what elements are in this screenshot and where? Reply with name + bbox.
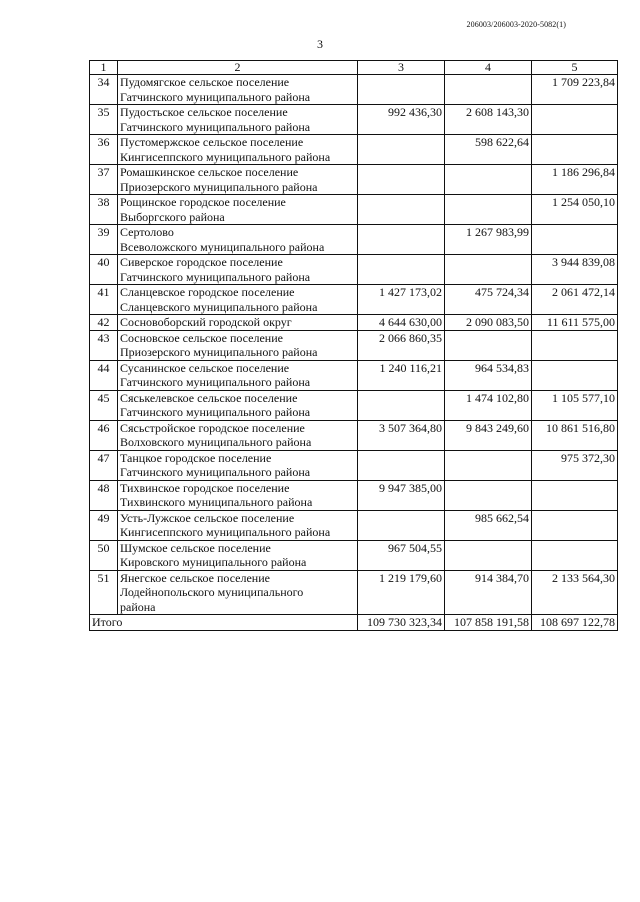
municipality-name-line: Сяськелевское сельское поселение [120,390,298,405]
table-row [90,360,618,390]
municipality-name-line: Гатчинского муниципального района [120,375,311,389]
municipality-name-line: Сясьстройское городское поселение [120,420,305,435]
amount-c3: 992 436,30 [358,105,445,135]
municipality-name-line: Выборгского района [120,209,225,224]
municipality-name-line: Пудомягское сельское поселение [120,75,290,89]
municipality-name-line: Приозерского муниципального района [120,179,318,194]
amount-c3 [358,255,445,285]
amount-c4: 2 608 143,30 [445,105,532,135]
total-c4: 107 858 191,58 [445,615,532,631]
amount-c5: 975 372,30 [532,450,618,480]
table-row [90,255,618,285]
municipality-name [118,420,358,450]
amount-c3 [358,195,445,225]
municipality-name-line: Приозерского муниципального района [120,345,318,359]
amount-c5: 2 061 472,14 [532,285,618,315]
amount-c5: 1 709 223,84 [532,75,618,105]
amount-c3 [358,135,445,165]
municipality-name [118,540,358,570]
municipality-name-line: Гатчинского муниципального района [120,269,311,284]
total-row [90,615,618,631]
document-id: 206003/206003-2020-5082(1) [466,20,566,29]
row-number: 39 [90,225,118,255]
municipality-name-line: Сланцевское городское поселение [120,285,295,299]
row-number: 45 [90,390,118,420]
amount-c4 [445,480,532,510]
amount-c3 [358,225,445,255]
municipality-name [118,105,358,135]
amount-c5: 2 133 564,30 [532,570,618,615]
amount-c3: 1 240 116,21 [358,360,445,390]
municipality-name-line: Сланцевского муниципального района [120,299,318,314]
amount-c3: 9 947 385,00 [358,480,445,510]
header-cell: 2 [118,61,358,75]
amount-c4 [445,330,532,360]
total-c3: 109 730 323,34 [358,615,445,631]
municipality-name-line: района [120,599,156,614]
municipality-name [118,285,358,315]
municipality-name [118,195,358,225]
amount-c5: 1 186 296,84 [532,165,618,195]
municipality-name-line: Пудостьское сельское поселение [120,105,288,119]
table-row [90,165,618,195]
municipality-name-line: Кингисеппского муниципального района [120,525,331,539]
amount-c4: 9 843 249,60 [445,420,532,450]
municipality-name-line: Тихвинское городское поселение [120,480,290,495]
table-row [90,390,618,420]
header-row [90,61,618,75]
table-row [90,480,618,510]
table-row [90,450,618,480]
row-number: 34 [90,75,118,105]
row-number: 35 [90,105,118,135]
table-row [90,135,618,165]
page-number: 3 [317,37,323,51]
municipality-name-line: Гатчинского муниципального района [120,405,311,419]
row-number: 46 [90,420,118,450]
municipality-name-line: Сусанинское сельское поселение [120,360,290,375]
row-number: 40 [90,255,118,285]
municipality-name [118,135,358,165]
amount-c4 [445,165,532,195]
amount-c3 [358,165,445,195]
municipality-name-line: Сосновоборский городской округ [120,315,292,329]
municipality-name-line: Сертолово [120,225,174,239]
amount-c3 [358,75,445,105]
municipality-name [118,225,358,255]
municipality-name-line: Сиверское городское поселение [120,255,283,269]
municipality-name-line: Усть-Лужское сельское поселение [120,510,295,525]
amount-c4: 985 662,54 [445,510,532,540]
table-row [90,315,618,331]
municipality-name [118,165,358,195]
amount-c3: 2 066 860,35 [358,330,445,360]
municipality-name [118,450,358,480]
amount-c4: 1 474 102,80 [445,390,532,420]
table-row [90,195,618,225]
amount-c5 [532,105,618,135]
amount-c5 [532,330,618,360]
municipality-name-line: Шумское сельское поселение [120,540,271,555]
amount-c3 [358,390,445,420]
amount-c5: 1 105 577,10 [532,390,618,420]
amount-c4: 1 267 983,99 [445,225,532,255]
header-cell: 3 [358,61,445,75]
table-row [90,330,618,360]
municipality-name-line: Всеволожского муниципального района [120,239,325,254]
amount-c5 [532,225,618,255]
amount-c4: 914 384,70 [445,570,532,615]
municipality-name [118,255,358,285]
header-cell: 4 [445,61,532,75]
amount-c4: 2 090 083,50 [445,315,532,331]
municipality-name [118,315,358,331]
row-number: 43 [90,330,118,360]
amount-c4 [445,450,532,480]
municipality-name [118,570,358,615]
amount-c5 [532,360,618,390]
municipality-name [118,75,358,105]
row-number: 37 [90,165,118,195]
amount-c4 [445,75,532,105]
row-number: 42 [90,315,118,331]
municipality-name-line: Рощинское городское поселение [120,195,286,209]
header-cell: 5 [532,61,618,75]
municipality-name-line: Янегское сельское поселение [120,570,270,585]
municipality-name-line: Гатчинского муниципального района [120,465,311,479]
row-number: 44 [90,360,118,390]
amount-c3 [358,450,445,480]
table-row [90,420,618,450]
municipality-name [118,510,358,540]
amount-c4: 475 724,34 [445,285,532,315]
amount-c5 [532,540,618,570]
municipality-name-line: Лодейнопольского муниципального [120,585,304,599]
municipality-name-line: Волховского муниципального района [120,435,312,449]
municipality-name-line: Ромашкинское сельское поселение [120,165,299,179]
row-number: 50 [90,540,118,570]
amount-c4: 964 534,83 [445,360,532,390]
municipality-name [118,330,358,360]
table-row [90,75,618,105]
municipality-name [118,480,358,510]
table-row [90,570,618,615]
municipality-name-line: Тихвинского муниципального района [120,495,313,509]
amount-c3: 967 504,55 [358,540,445,570]
amount-c3: 1 427 173,02 [358,285,445,315]
municipality-name-line: Кировского муниципального района [120,555,307,569]
table-row [90,540,618,570]
table-row [90,510,618,540]
municipality-name-line: Кингисеппского муниципального района [120,149,331,164]
amount-c3: 4 644 630,00 [358,315,445,331]
total-label: Итого [90,615,358,631]
row-number: 36 [90,135,118,165]
amount-c5 [532,480,618,510]
amount-c5: 1 254 050,10 [532,195,618,225]
municipality-name-line: Сосновское сельское поселение [120,330,283,345]
amount-c4 [445,195,532,225]
amount-c3 [358,510,445,540]
municipality-name-line: Гатчинского муниципального района [120,119,311,134]
row-number: 48 [90,480,118,510]
total-c5: 108 697 122,78 [532,615,618,631]
table-row [90,225,618,255]
row-number: 49 [90,510,118,540]
municipality-name-line: Гатчинского муниципального района [120,89,311,104]
amount-c3: 3 507 364,80 [358,420,445,450]
amount-c5: 10 861 516,80 [532,420,618,450]
municipality-name [118,360,358,390]
row-number: 38 [90,195,118,225]
row-number: 51 [90,570,118,615]
allocation-table [89,60,618,631]
municipality-name-line: Танцкое городское поселение [120,450,272,465]
amount-c3: 1 219 179,60 [358,570,445,615]
table-row [90,105,618,135]
amount-c5 [532,510,618,540]
amount-c5: 3 944 839,08 [532,255,618,285]
municipality-name-line: Пустомержское сельское поселение [120,135,304,149]
row-number: 41 [90,285,118,315]
municipality-name [118,390,358,420]
amount-c4: 598 622,64 [445,135,532,165]
row-number: 47 [90,450,118,480]
header-cell: 1 [90,61,118,75]
amount-c4 [445,255,532,285]
amount-c4 [445,540,532,570]
amount-c5 [532,135,618,165]
table-row [90,285,618,315]
amount-c5: 11 611 575,00 [532,315,618,331]
